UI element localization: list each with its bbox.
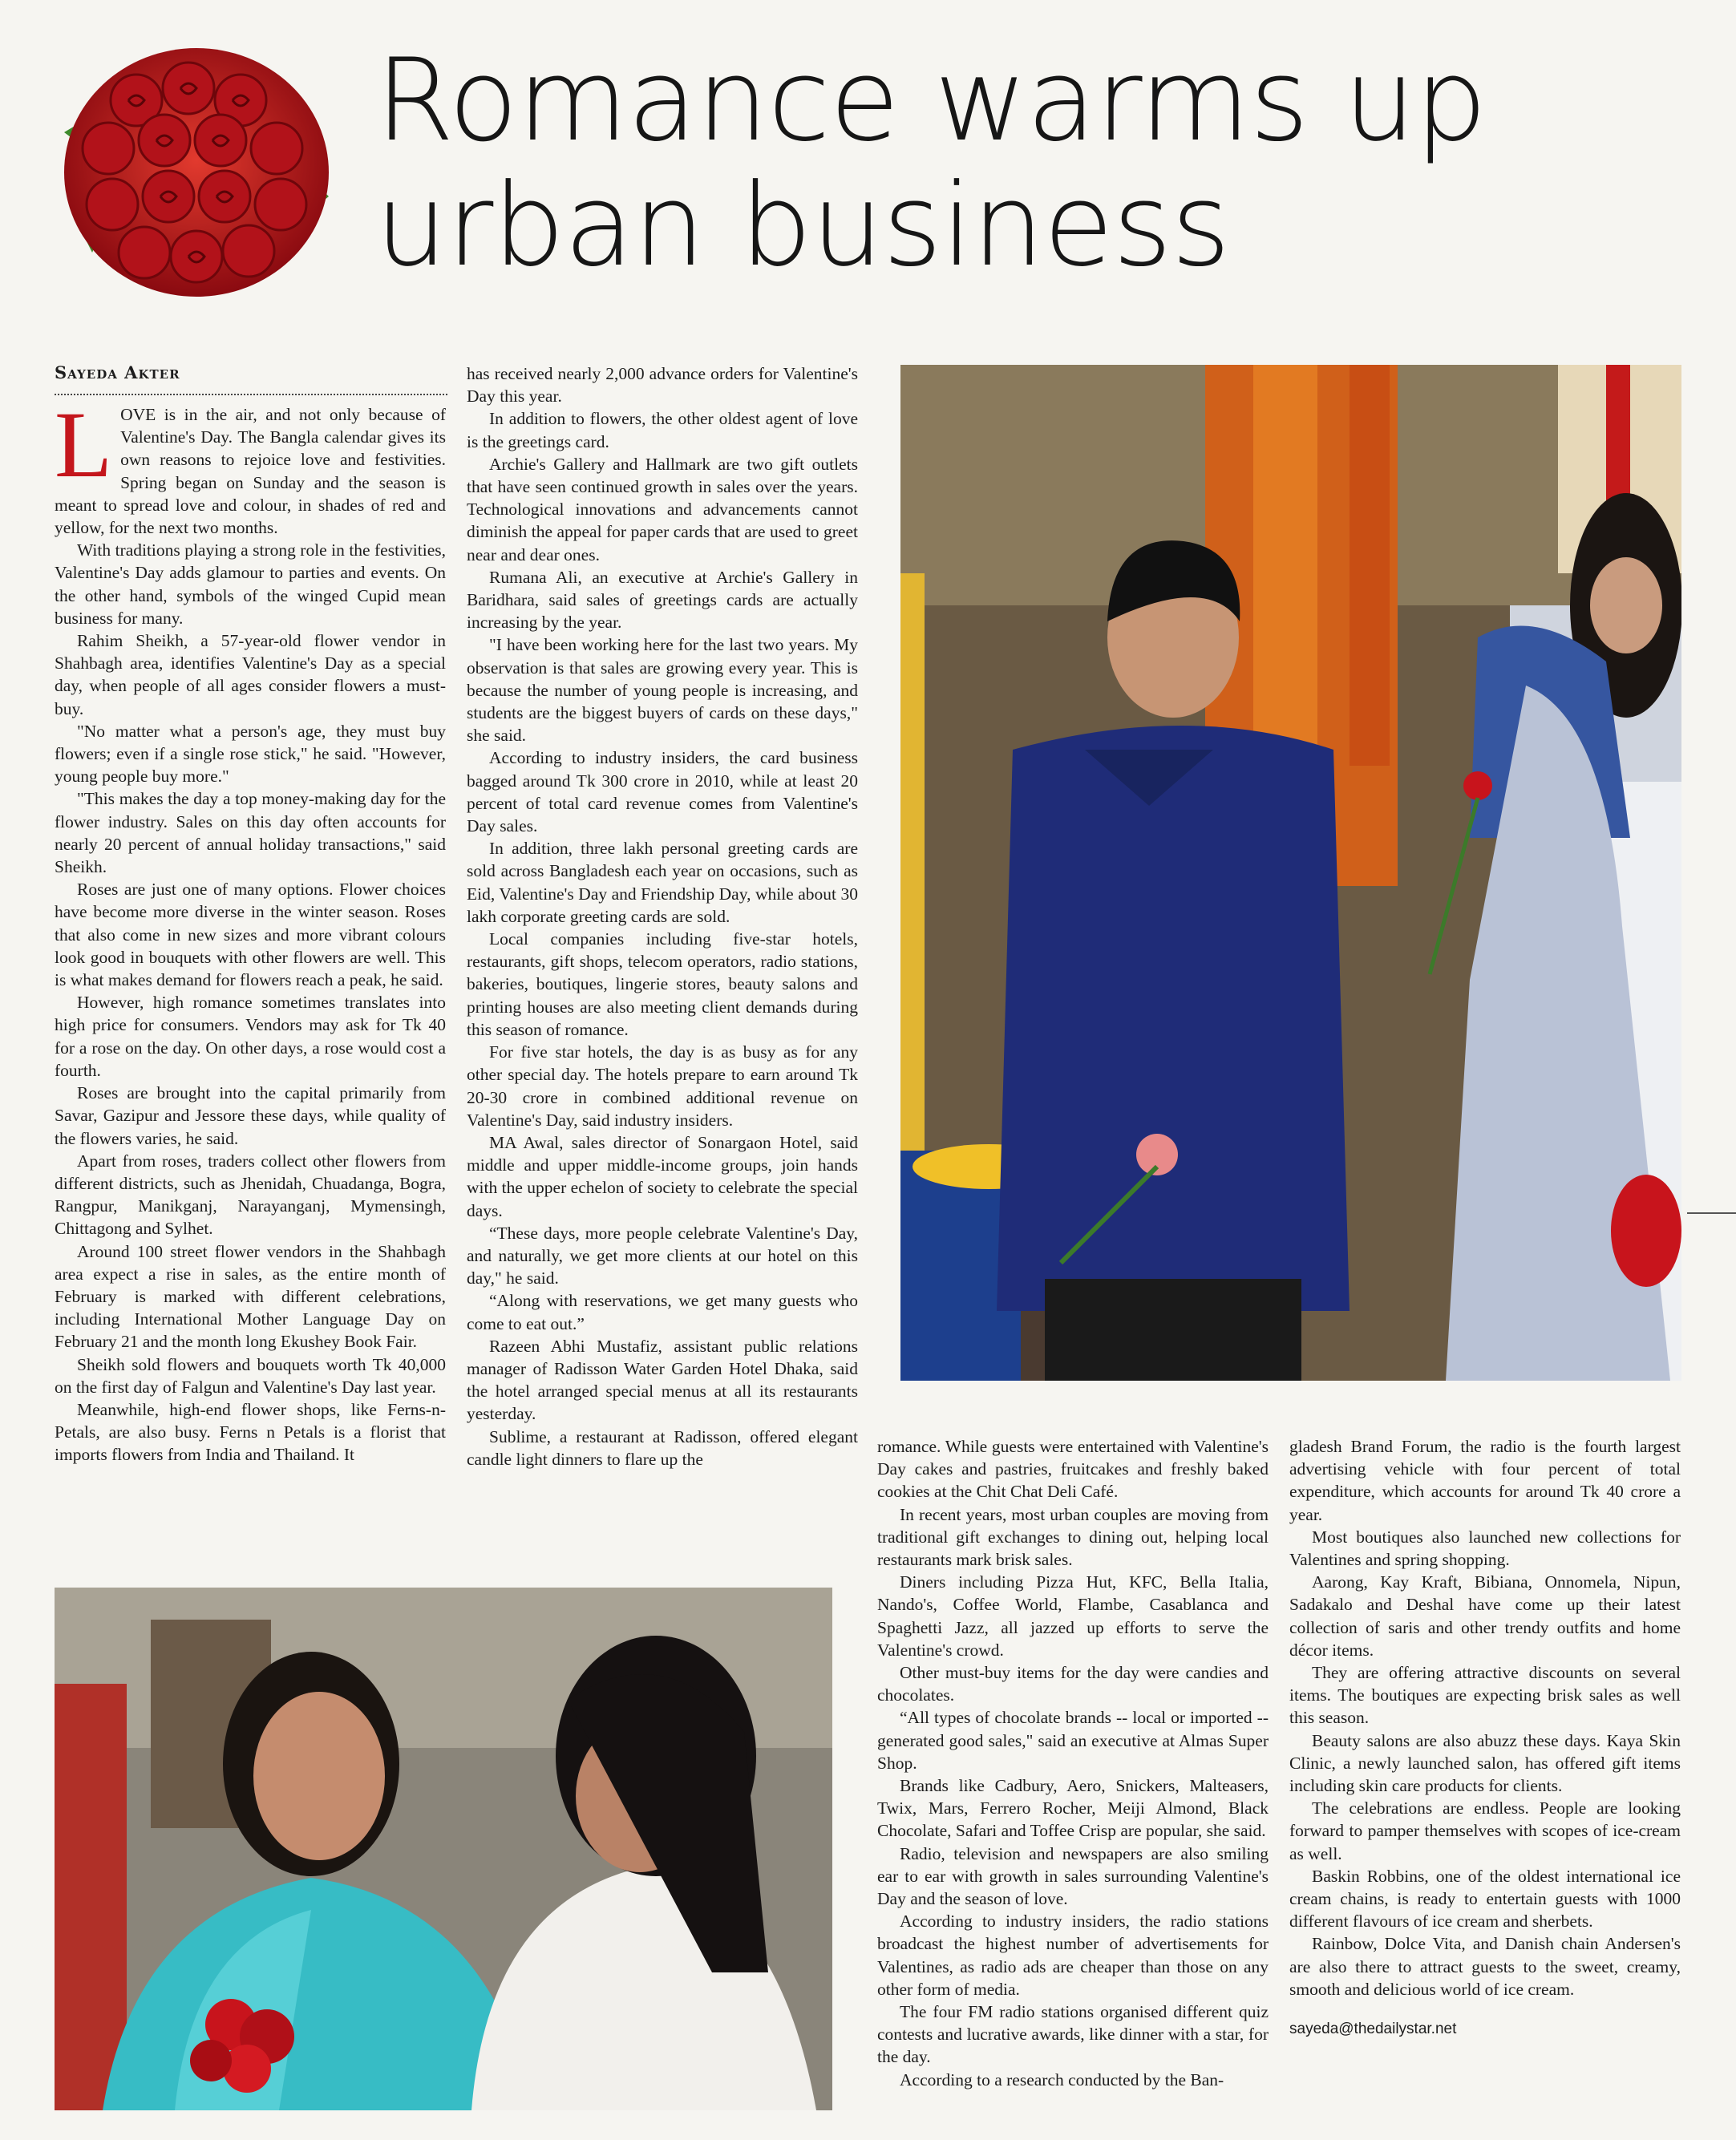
drop-cap: L: [55, 392, 113, 497]
paragraph: romance. While guests were entertained with Valentine's Day cakes and pastries, fruitcakes and freshly baked cookies at the Chit Chat Deli Café.: [877, 1437, 1269, 1502]
paragraph: Sublime, a restaurant at Radisson, offered elegant candle light dinners to flare up the: [467, 1426, 858, 1469]
paragraph: “Along with reservations, we get many guests who come to eat out.”: [467, 1291, 858, 1333]
paragraph: In addition to flowers, the other oldest agent of love is the greetings card.: [467, 409, 858, 451]
paragraph: However, high romance sometimes translates into high price for consumers. Vendors may ask for Tk 40 for a rose on the day. On other days, a rose would cost a fourth.: [55, 993, 446, 1080]
paragraph: Rumana Ali, an executive at Archie's Gallery in Baridhara, said sales of greetings cards are actually increasing by the year.: [467, 567, 858, 633]
paragraph: “All types of chocolate brands -- local or imported -- generated good sales," said an executive at Almas Super Shop.: [877, 1708, 1269, 1773]
paragraph: Razeen Abhi Mustafiz, assistant public relations manager of Radisson Water Garden Hotel Dhaka, said the hotel arranged special menus at all its restaurants yesterday.: [467, 1336, 858, 1424]
paragraph: Roses are brought into the capital primarily from Savar, Gazipur and Jessore these days, while quality of the flowers varies, he said.: [55, 1083, 446, 1148]
article-column-4: [1289, 1435, 1681, 2041]
paragraph: MA Awal, sales director of Sonargaon Hotel, said middle and upper middle-income groups, join hands with the upper echelon of society to celebrate the special days.: [467, 1132, 858, 1220]
paragraph: Apart from roses, traders collect other flowers from different districts, such as Jhenidah, Chuadanga, Bogra, Rangpur, Manikganj, Narayanganj, Mymensingh, Chittagong and Sylhet.: [55, 1151, 446, 1239]
byline: Sayeda Akter: [55, 362, 447, 395]
paragraph: Local companies including five-star hotels, restaurants, gift shops, telecom operators, radio stations, bakeries, boutiques, lingerie stores, beauty salons and printing houses are also meeting client demands during this season of romance.: [467, 929, 858, 1039]
paragraph: Roses are just one of many options. Flower choices have become more diverse in the winter season. Roses that also come in new sizes and more vibrant colours look good in bouquets with other flowers are well. This is what makes demand for flowers reach a peak, he said.: [55, 880, 446, 990]
paragraph: They are offering attractive discounts on several items. The boutiques are expecting brisk sales as well this season.: [1289, 1663, 1681, 1728]
paragraph: Rahim Sheikh, a 57-year-old flower vendor in Shahbagh area, identifies Valentine's Day as a special day, when people of all ages consider flowers a must-buy.: [55, 631, 446, 718]
paragraph: Around 100 street flower vendors in the Shahbagh area expect a rise in sales, as the entire month of February is marked with different celebrations, including International Mother Language Day on February 21 and the month long Ekushey Book Fair.: [55, 1241, 446, 1352]
rose-bouquet-image: [48, 44, 345, 309]
paragraph: Brands like Cadbury, Aero, Snickers, Malteasers, Twix, Mars, Ferrero Rocher, Meiji Almond, Black Chocolate, Safari and Toffee Crisp are popular, she said.: [877, 1776, 1269, 1841]
paragraph: According to industry insiders, the radio stations broadcast the highest number of advertisements for Valentines, as radio ads are cheaper than those on any other form of media.: [877, 1911, 1269, 1999]
paragraph: "This makes the day a top money-making day for the flower industry. Sales on this day often accounts for nearly 20 percent of annual holiday transactions," said Sheikh.: [55, 789, 446, 877]
paragraph: The celebrations are endless. People are looking forward to pamper themselves with scopes of ice-cream as well.: [1289, 1798, 1681, 1863]
article-column-3: [877, 1435, 1269, 2091]
paragraph: Radio, television and newspapers are also smiling ear to ear with growth in sales surrounding Valentine's Day and the season of love.: [877, 1843, 1269, 1909]
paragraph: According to industry insiders, the card business bagged around Tk 300 crore in 2010, while at least 20 percent of total card revenue comes from Valentine's Day sales.: [467, 748, 858, 836]
headline-line-2: urban business: [375, 160, 1230, 292]
paragraph: Archie's Gallery and Hallmark are two gift outlets that have seen continued growth in sales over the years. Technological innovations and advancements cannot diminish the appeal for paper cards that are used to greet near and dear ones.: [467, 454, 858, 564]
paragraph: Beauty salons are also abuzz these days. Kaya Skin Clinic, a newly launched salon, has offered gift items including skin care products for clients.: [1289, 1730, 1681, 1796]
paragraph: “These days, more people celebrate Valentine's Day, and naturally, we get more clients at our hotel on this day," he said.: [467, 1223, 858, 1288]
paragraph: LOVE is in the air, and not only because of Valentine's Day. The Bangla calendar gives its own reasons to rejoice love and festivities. Spring began on Sunday and the season is meant to spread love and colour, in shades of red and yellow, for the next two months.: [55, 392, 446, 538]
author-email: sayeda@thedailystar.net: [1289, 2021, 1457, 2038]
paragraph: Most boutiques also launched new collections for Valentines and spring shopping.: [1289, 1527, 1681, 1570]
paragraph: has received nearly 2,000 advance orders for Valentine's Day this year.: [467, 364, 858, 407]
paragraph: gladesh Brand Forum, the radio is the fourth largest advertising vehicle with four percent of total expenditure, which accounts for around Tk 40 crore a year.: [1289, 1437, 1681, 1524]
paragraph: Baskin Robbins, one of the oldest international ice cream chains, is ready to entertain guests with 1000 different flavours of ice cream and sherbets.: [1289, 1866, 1681, 1932]
paragraph: Sheikh sold flowers and bouquets worth Tk 40,000 on the first day of Falgun and Valentine's Day last year.: [55, 1354, 446, 1397]
paragraph: In addition, three lakh personal greeting cards are sold across Bangladesh each year on occasions, such as Eid, Valentine's Day and Friendship Day, while about 30 lakh corporate greeting cards are sold.: [467, 839, 858, 926]
headline-line-1: Romance warms up: [375, 34, 1487, 167]
paragraph: Aarong, Kay Kraft, Bibiana, Onnomela, Nipun, Sadakalo and Deshal have come up their latest collection of saris and other trendy outfits and home décor items.: [1289, 1572, 1681, 1660]
paragraph: With traditions playing a strong role in the festivities, Valentine's Day adds glamour to parties and events. On the other hand, symbols of the winged Cupid mean business for many.: [55, 540, 446, 628]
paragraph: Meanwhile, high-end flower shops, like Ferns-n-Petals, are also busy. Ferns n Petals is a florist that imports flowers from India and Thailand. It: [55, 1399, 446, 1465]
paragraph: Rainbow, Dolce Vita, and Danish chain Andersen's are also there to attract guests to the sweet, creamy, smooth and delicious world of ice cream.: [1289, 1934, 1681, 1999]
paragraph: In recent years, most urban couples are moving from traditional gift exchanges to dining out, helping local restaurants mark brisk sales.: [877, 1504, 1269, 1570]
paragraph: The four FM radio stations organised different quiz contests and lucrative awards, like dinner with a star, for the day.: [877, 2002, 1269, 2067]
paragraph: According to a research conducted by the Ban-: [900, 2069, 1224, 2089]
article-column-2: [467, 362, 858, 1470]
divider-line: [1687, 1212, 1736, 1214]
article-column-1: [55, 392, 446, 1466]
paragraph: For five star hotels, the day is as busy as for any other special day. The hotels prepare to earn around Tk 20-30 crore in combined additional revenue on Valentine's Day, said industry insiders.: [467, 1042, 858, 1130]
paragraph: Other must-buy items for the day were candies and chocolates.: [877, 1663, 1269, 1705]
headline: [375, 34, 1722, 292]
couple-photo: [900, 365, 1681, 1381]
paragraph: Diners including Pizza Hut, KFC, Bella Italia, Nando's, Coffee World, Flambe, Casablanca and Spaghetti Jazz, all jazzed up efforts to serve the Valentine's crowd.: [877, 1572, 1269, 1660]
paragraph: "No matter what a person's age, they must buy flowers; even if a single rose stick," he said. "However, young people buy more.": [55, 721, 446, 787]
women-photo: [55, 1588, 832, 2110]
paragraph: "I have been working here for the last two years. My observation is that sales are growing every year. This is because the number of young people is increasing, and students are the biggest buyers of cards on these days," she said.: [467, 635, 858, 746]
